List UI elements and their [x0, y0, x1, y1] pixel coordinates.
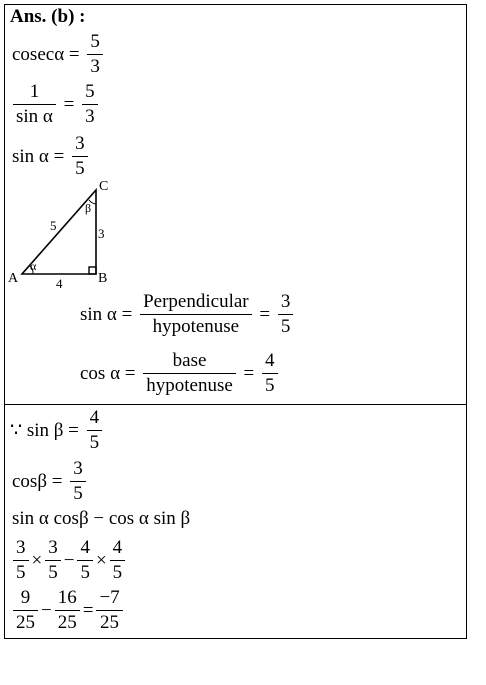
step-sin-beta: ∵ sin β = $\frac{4}{5}$: [10, 406, 105, 455]
fraction: $\frac{-7}{25}$: [96, 586, 122, 635]
fraction: $\frac{5}{3}$: [87, 30, 103, 79]
right-angle-marker: [89, 267, 96, 274]
fraction: $\frac{4}{5}$: [262, 349, 278, 398]
vertex-a: A: [8, 271, 19, 286]
fraction: $\frac{4}{5}$: [77, 536, 93, 585]
step-reciprocal: $\frac{1}{\text{sin α}}$ = $\frac{5}{3}$: [10, 80, 101, 129]
fraction: $\frac{3}{5}$: [278, 290, 294, 339]
side-bc-label: 3: [98, 226, 105, 241]
fraction: $\frac{3}{5}$: [13, 536, 29, 585]
step-sin: sin α = $\frac{3}{5}$: [12, 132, 91, 181]
right-triangle-diagram: [6, 178, 126, 290]
fraction: $\frac{16}{25}$: [55, 586, 80, 635]
side-ab-label: 4: [56, 276, 63, 290]
answer-label: Ans. (b) :: [10, 6, 86, 27]
fraction: $\frac{4}{5}$: [110, 536, 126, 585]
fraction: $\frac{3}{5}$: [70, 457, 86, 506]
ratio-sin: sin α = $\frac{\text{Perpendicular}}{\text{hypotenuse}}$ = $\frac{3}{5}$: [80, 290, 296, 339]
fraction: $\frac{1}{\text{sin α}}$: [13, 80, 56, 129]
step-result: $\frac{9}{25}$ − $\frac{16}{25}$ = $\frac{-7}{25}$: [10, 586, 126, 635]
step-cos-beta: cosβ = $\frac{3}{5}$: [12, 457, 89, 506]
fraction: $\frac{4}{5}$: [87, 406, 103, 455]
fraction: $\frac{5}{3}$: [82, 80, 98, 129]
fraction: $\frac{9}{25}$: [13, 586, 38, 635]
ratio-cos: cos α = $\frac{\text{base}}{\text{hypotenuse}}$ = $\frac{4}{5}$: [80, 349, 281, 398]
vertex-b: B: [98, 271, 108, 286]
step-expression: sin α cosβ − cos α sin β: [12, 508, 191, 529]
side-ac-label: 5: [50, 218, 57, 233]
fraction: $\frac{3}{5}$: [72, 132, 88, 181]
fraction: $\frac{\text{base}}{\text{hypotenuse}}$: [143, 349, 236, 398]
fraction: $\frac{3}{5}$: [45, 536, 61, 585]
step-substitution: $\frac{3}{5}$ × $\frac{3}{5}$ − $\frac{4}{5}$ × $\frac{4}{5}$: [10, 536, 128, 585]
vertex-c: C: [99, 179, 109, 194]
angle-alpha-label: α: [30, 259, 37, 273]
fraction: $\frac{\text{Perpendicular}}{\text{hypotenuse}}$: [140, 290, 252, 339]
step-cosec: cosecα = $\frac{5}{3}$: [12, 30, 106, 79]
angle-beta-label: β: [85, 201, 92, 215]
